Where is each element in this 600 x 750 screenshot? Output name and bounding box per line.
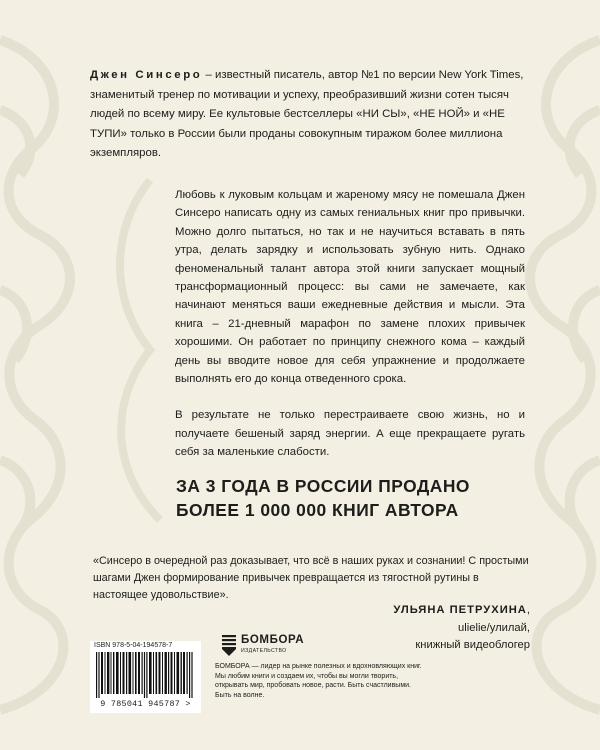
author-name: Джен Синсеро <box>90 69 203 81</box>
author-bio-text: – известный писатель, автор №1 по версии New York Times, знаменитый тренер по мотивации и успеху, преобразивший жизни сотен тысяч людей по всему миру. Ее культовые бестселлеры «НИ СЫ», «НЕ НОЙ» и «НЕ ТУПИ» только в России были проданы совокупным тиражом более миллиона экземпляров. <box>90 69 524 159</box>
quote-author-suffix: , <box>526 604 530 616</box>
barcode-block <box>90 641 201 713</box>
isbn-label: ISBN 978-5-04-194578-7 <box>94 642 173 649</box>
quote-author-role: книжный видеоблогер <box>415 639 530 651</box>
headline-line-1: ЗА 3 ГОДА В РОССИИ ПРОДАНО <box>176 476 470 496</box>
publisher-blurb: БОМБОРА — лидер на рынке полезных и вдохновляющих книг. Мы любим книги и создаем их, чтобы вы могли творить, открывать мир, пробовать новое, расти. Быть счастливыми. Быть на волне. <box>215 663 422 699</box>
barcode-digits: 9 785041 945787 > <box>100 699 191 709</box>
barcode-icon <box>96 652 195 698</box>
quote-author-handle: ulielie/улилай, <box>458 621 530 634</box>
headline-line-2: БОЛЕЕ 1 000 000 КНИГ АВТОРА <box>176 500 459 520</box>
synopsis-paragraph-1: Любовь к луковым кольцам и жареному мясу не помешала Джен Синсеро написать одну из самых гениальных книг про привычки. Можно долго пытаться, но так и не научиться вставать в пять утра, делать зарядку и использовать зубную нить. Однако феноменальный талант автора этой книги запускает мощный трансформационный процесс: вы сами не замечаете, как начинают меняться ваши ежедневные действия и мысли. Эта книга – 21-дневный марафон по замене плохих привычек хорошими. Он работает по принципу снежного кома – каждый день вы вводите новое для себя упражнение и продолжаете выполнять его до конца отведенного срока. <box>175 189 525 386</box>
quote-author-name: УЛЬЯНА ПЕТРУХИНА <box>393 604 527 616</box>
sales-headline <box>176 474 536 522</box>
ornament-left-swirl <box>0 40 70 710</box>
ornament-right-swirl <box>530 40 600 710</box>
ornament-right-swirl-inner <box>570 110 600 530</box>
ornament-left-swirl-inner <box>0 110 30 530</box>
publisher-subtitle: ИЗДАТЕЛЬСТВО <box>241 648 287 654</box>
author-bio <box>90 66 530 164</box>
quote-attribution <box>393 602 530 655</box>
book-synopsis <box>175 186 525 462</box>
synopsis-paragraph-2: В результате не только перестраиваете свою жизнь, но и получаете бешеный заряд энергии. А еще прекращаете ругать себя за маленькие слабости. <box>175 409 525 459</box>
publisher-name: БОМБОРА <box>241 634 305 646</box>
ornament-center-curve <box>120 180 160 520</box>
review-quote: «Синсеро в очередной раз доказывает, что всё в наших руках и сознании! С простыми шагами Джен формирование привычек превращается из тягостной рутины в настоящее удовольствие». <box>93 555 529 601</box>
